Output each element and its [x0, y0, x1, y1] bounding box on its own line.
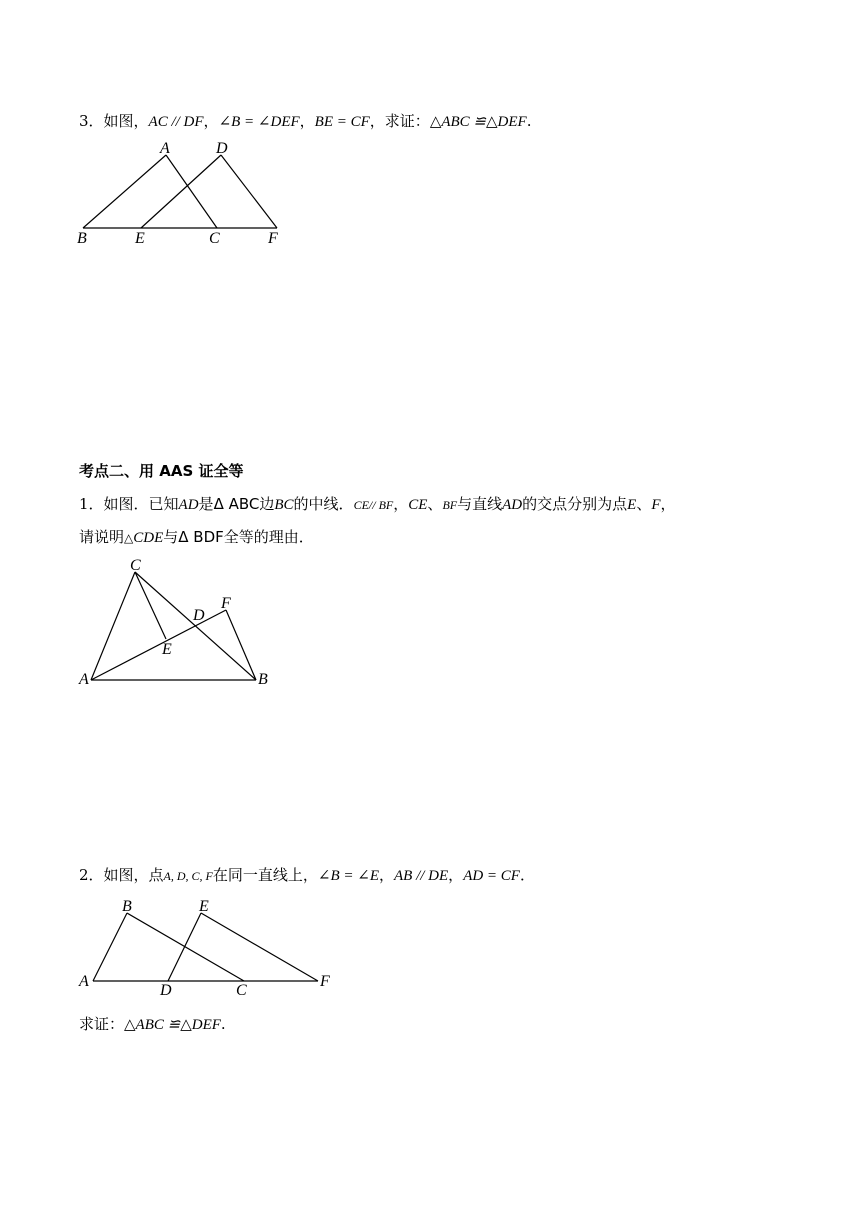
q1-text: 与	[163, 528, 179, 546]
label-D: D	[216, 140, 228, 157]
segment-AB	[93, 913, 127, 981]
q1-triangle-bdf: Δ BDF	[178, 528, 224, 546]
segment-DF	[221, 155, 277, 228]
q1-math: BC	[274, 497, 294, 513]
label-D: D	[193, 607, 205, 624]
q1-text: 的中线．	[293, 495, 354, 513]
q1-text: 、	[427, 495, 443, 513]
separator: ，	[299, 112, 315, 130]
segment-DE	[168, 913, 201, 981]
q1-math: AD	[178, 497, 199, 513]
label-E: E	[162, 641, 172, 658]
q2-angle: ∠B = ∠E	[317, 868, 379, 884]
goal-congruence: △ABC ≌△DEF	[429, 114, 527, 130]
label-E: E	[135, 230, 145, 247]
section-heading: 考点二、用 AAS 证全等	[79, 462, 244, 480]
q1-math-small: BF	[442, 498, 458, 512]
label-F: F	[320, 973, 330, 990]
q1-triangle-symbol: △	[124, 531, 134, 545]
label-F: F	[221, 595, 231, 612]
label-F: F	[268, 230, 278, 247]
q1-text: 的交点分别为点	[522, 495, 628, 513]
segment-AC	[91, 572, 135, 680]
q1-text: 全等的理由．	[223, 528, 314, 546]
q1-text: 请说明	[79, 528, 125, 546]
period: .	[220, 1015, 226, 1033]
q1-text: 与直线	[457, 495, 503, 513]
question-1-line-1	[79, 494, 676, 515]
q1-math: F	[651, 497, 661, 513]
q1-math: CE	[408, 497, 428, 513]
q1-math-small: CE// BF	[353, 498, 394, 512]
q2-parallel: AB // DE	[394, 868, 449, 884]
q1-text: 1．如图．已知	[79, 495, 179, 513]
q1-triangle-abc: Δ ABC	[213, 495, 260, 513]
segment-EF	[201, 913, 318, 981]
q2-text: 在同一直线上，	[212, 866, 318, 884]
q2-text: ，	[448, 866, 464, 884]
prove-label: ，求证：	[369, 112, 430, 130]
period: .	[526, 112, 532, 130]
q1-math: CDE	[133, 530, 164, 546]
label-C: C	[209, 230, 220, 247]
condition-parallel: AC // DF	[148, 114, 204, 130]
q1-text: 、	[636, 495, 652, 513]
q1-text: 是	[198, 495, 214, 513]
q2-points: A, D, C, F	[163, 869, 213, 883]
problem-3-prefix: 3．如图，	[79, 112, 149, 130]
q1-text: 边	[259, 495, 275, 513]
q2-segment: AD = CF	[463, 868, 520, 884]
label-B: B	[258, 671, 268, 688]
q2-text: 2．如图，点	[79, 866, 164, 884]
prove-label: 求证：	[79, 1015, 125, 1033]
label-C: C	[236, 982, 247, 999]
label-A: A	[79, 671, 89, 688]
q1-text: ，	[393, 495, 409, 513]
segment-FB	[226, 610, 256, 680]
segment-BC	[127, 913, 244, 981]
condition-angle: ∠B = ∠DEF	[218, 114, 300, 130]
goal-congruence: △ABC ≌△DEF	[124, 1017, 221, 1033]
question-2-goal	[79, 1014, 226, 1035]
segment-CE	[135, 572, 166, 639]
q1-math: E	[627, 497, 637, 513]
label-B: B	[122, 898, 132, 915]
q2-text: ．	[519, 866, 535, 884]
label-A: A	[79, 973, 89, 990]
q1-text: ，	[660, 495, 676, 513]
question-1-line-2	[79, 527, 314, 548]
question-2-statement	[79, 865, 535, 886]
label-A: A	[160, 140, 170, 157]
label-B: B	[77, 230, 87, 247]
label-C: C	[130, 557, 141, 574]
segment-AF	[91, 610, 226, 680]
q1-math: AD	[502, 497, 523, 513]
condition-segment: BE = CF	[314, 114, 370, 130]
separator: ，	[203, 112, 219, 130]
q2-text: ，	[379, 866, 395, 884]
label-E: E	[199, 898, 209, 915]
label-D: D	[160, 982, 172, 999]
